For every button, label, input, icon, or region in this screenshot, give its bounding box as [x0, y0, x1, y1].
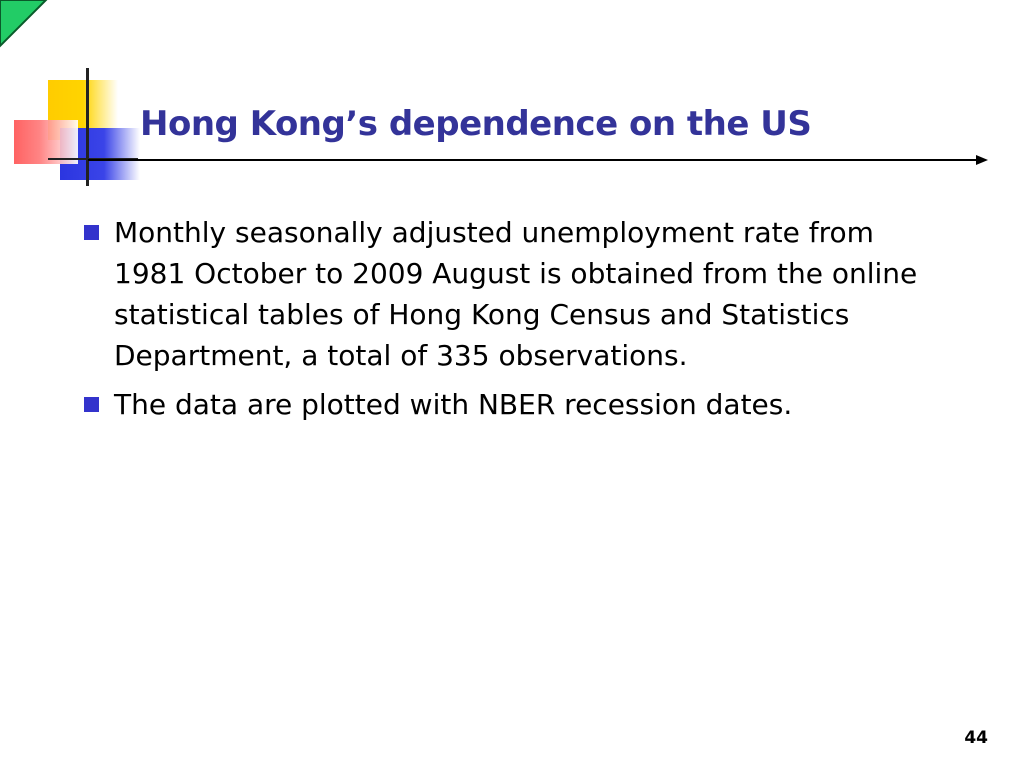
bullet-item	[82, 384, 942, 425]
square-bullet-icon	[84, 225, 99, 240]
bullet-text: The data are plotted with NBER recession dates.	[114, 388, 793, 421]
slide-logo-decoration	[0, 60, 150, 190]
logo-vertical-line	[86, 68, 89, 186]
bullet-list	[82, 212, 942, 433]
corner-triangle-decoration	[0, 0, 48, 48]
square-bullet-icon	[84, 397, 99, 412]
bullet-item	[82, 212, 942, 376]
slide-title: Hong Kong’s dependence on the US	[140, 104, 812, 144]
page-number: 44	[964, 728, 988, 748]
title-underline-arrow	[88, 152, 988, 168]
bullet-text: Monthly seasonally adjusted unemployment rate from 1981 October to 2009 August is obtained from the online statistical tables of Hong Kong Census and Statistics Department, a total of 335 observations.	[114, 216, 918, 372]
